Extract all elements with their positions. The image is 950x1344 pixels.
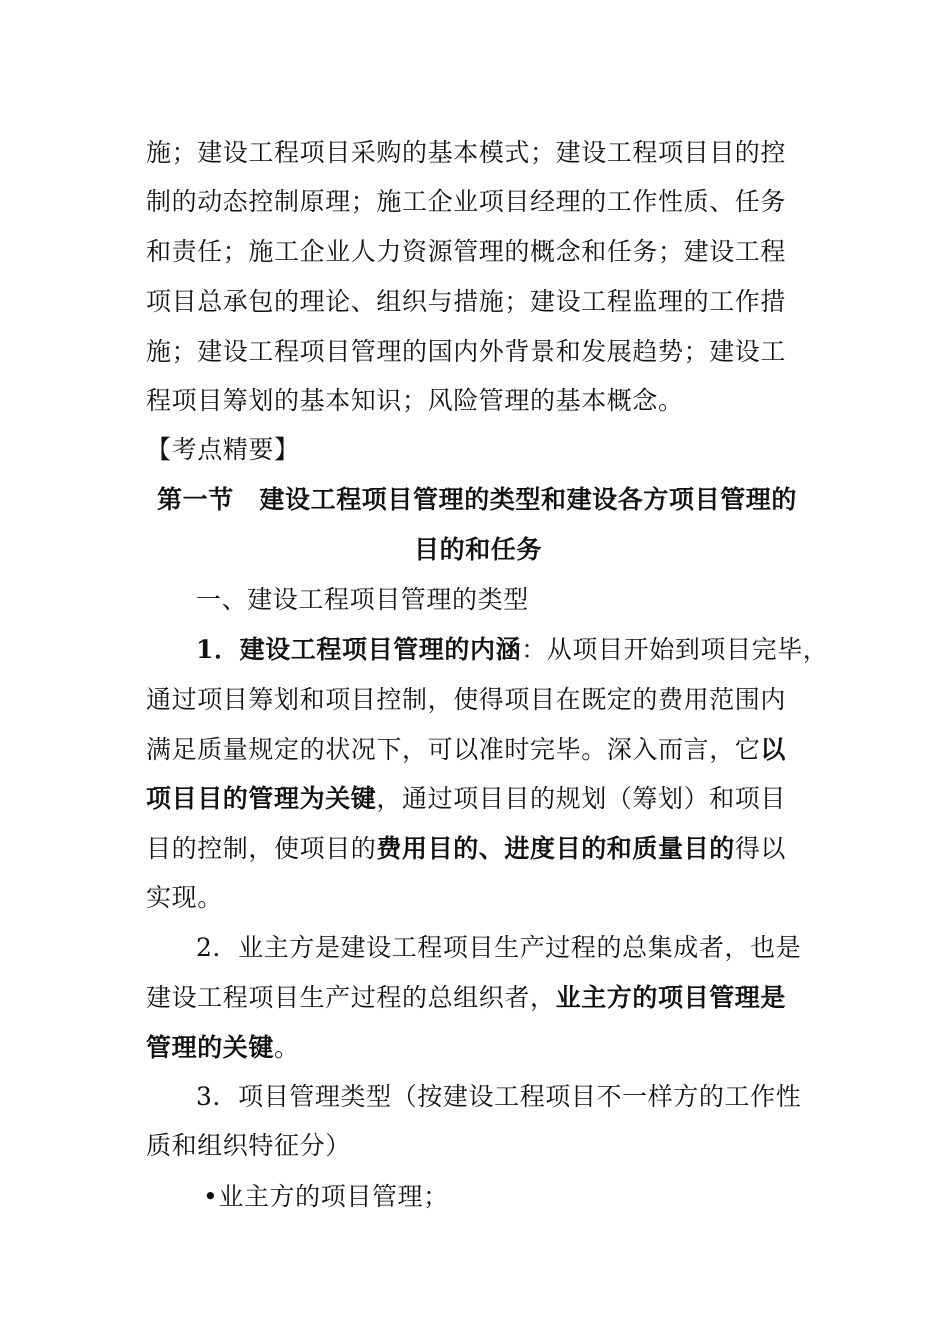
p1-line-2: 通过项目筹划和项目控制，使得项目在既定的费用范围内 [146,685,787,714]
intro-line-3: 和责任；施工企业人力资源管理的概念和任务；建设工程 [146,237,787,266]
p3-line-1: 3．项目管理类型（按建设工程项目不一样方的工作性 [196,1082,802,1111]
section-title-line-1: 第一节 建设工程项目管理的类型和建设各方项目管理的 [157,485,798,514]
intro-line-4: 项目总承包的理论、组织与措施；建设工程监理的工作措 [146,287,787,316]
intro-line-6: 程项目筹划的基本知识；风险管理的基本概念。 [146,386,684,415]
p3-line-2: 质和组织特征分） [146,1131,351,1160]
p1-line-3: 满足质量规定的状况下，可以准时完毕。深入而言，它以 [146,735,787,764]
p1-line-6: 实现。 [146,883,223,912]
sub-heading: 一、建设工程项目管理的类型 [196,585,529,614]
intro-line-1: 施；建设工程项目采购的基本模式；建设工程项目目的控 [146,138,787,167]
kaodian-label: 【考点精要】 [146,435,300,464]
section-title-line-2: 目的和任务 [414,535,543,564]
intro-line-5: 施；建设工程项目管理的国内外背景和发展趋势；建设工 [146,337,787,366]
p2-line-2: 建设工程项目生产过程的总组织者，业主方的项目管理是 [146,983,787,1012]
bullet-item: •业主方的项目管理； [203,1182,449,1211]
p2-line-1: 2．业主方是建设工程项目生产过程的总集成者，也是 [196,933,802,962]
p1-line-1: 1．建设工程项目管理的内涵：从项目开始到项目完毕， [196,635,829,664]
p2-line-3: 管理的关键。 [146,1033,300,1062]
intro-line-2: 制的动态控制原理；施工企业项目经理的工作性质、任务 [146,187,787,216]
p1-line-4: 项目目的管理为关键，通过项目目的规划（筹划）和项目 [146,784,787,813]
p1-line-5: 目的控制，使项目的费用目的、进度目的和质量目的得以 [146,834,787,863]
p1-term: 1．建设工程项目管理的内涵 [196,635,522,664]
